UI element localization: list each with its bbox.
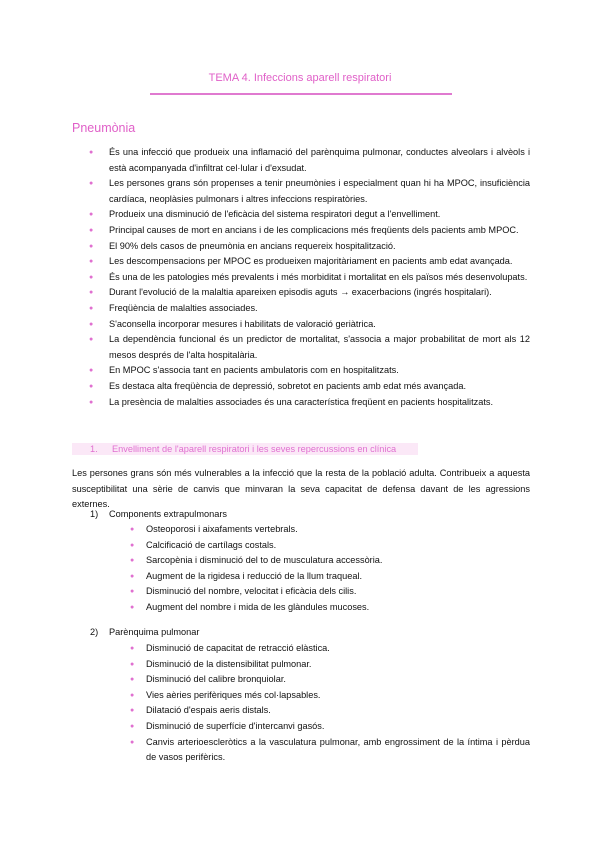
list-item: ● Canvis arterioescleròtics a la vasculatura pulmonar, amb engrossiment de la íntima i pèrdua de vasos perifèrics.: [130, 736, 530, 763]
bullet-icon: ●: [130, 691, 135, 699]
list-item: ● Disminució de capacitat de retracció elàstica.: [130, 641, 530, 657]
bullet-item: ● Freqüència de malalties associades.: [88, 301, 530, 317]
subsection-number: 1.: [90, 444, 98, 454]
bullet-icon: ●: [130, 660, 135, 668]
bullet-icon: ●: [89, 180, 94, 188]
bullet-item: ● Produeix una disminució de l'eficàcia del sistema respiratori degut a l'envelliment.: [88, 207, 530, 223]
bullet-icon: ●: [130, 738, 135, 746]
list-item: ● Dilatació d'espais aeris distals.: [130, 703, 530, 719]
list-item: ● Augment del nombre i mida de les glàndules mucoses.: [130, 600, 530, 616]
bullet-icon: ●: [130, 541, 135, 549]
bullet-icon: ●: [130, 588, 135, 596]
bullet-item: ● És una infecció que produeix una inflamació del parènquima pulmonar, conductes alveolars i alvèols i està acompanyada d'infiltrat cel·lular i d'exsudat.: [89, 147, 530, 173]
bullet-icon: ●: [89, 398, 94, 406]
group-list: [130, 641, 530, 766]
bullet-icon: ●: [89, 226, 94, 234]
subsection-heading: [72, 443, 418, 455]
list-item: ● Augment de la rigidesa i reducció de la llum traqueal.: [130, 569, 530, 585]
bullet-item: ● La dependència funcional és un predictor de mortalitat, s'associa a major probabilitat de mort als 12 mesos després de l'alta hospitalària.: [89, 334, 530, 360]
bullet-icon: ●: [89, 304, 94, 312]
bullet-item: ● La presència de malalties associades és una característica freqüent en pacients hospitalitzats.: [88, 395, 530, 411]
group-list: [130, 522, 530, 616]
intro-paragraph: Les persones grans són més vulnerables a la infecció que la resta de la població adulta. Contribueix a aquesta susceptibilitat una sèrie de canvis que minvaran la seva capacitat de defensa davant de les agressions externes.: [72, 468, 530, 510]
title-underline: [150, 93, 452, 95]
bullet-icon: ●: [89, 367, 94, 375]
bullet-item: ● En MPOC s'associa tant en pacients ambulatoris com en hospitalitzats.: [88, 363, 530, 379]
bullet-item: ● Les persones grans són propenses a tenir pneumònies i especialment quan hi ha MPOC, insuficiència cardíaca, neoplàsies pulmonars i altres infeccions respiratòries.: [89, 178, 530, 204]
bullet-icon: ●: [89, 382, 94, 390]
list-item: ● Vies aèries perifèriques més col·lapsables.: [130, 688, 530, 704]
bullet-icon: ●: [130, 645, 135, 652]
bullet-item: ● És una de les patologies més prevalents i més morbiditat i mortalitat en els països més desenvolupats.: [88, 270, 530, 286]
group-heading: 1) Components extrapulmonars: [90, 509, 227, 519]
bullet-icon: ●: [130, 526, 135, 533]
bullet-item: ● Principal causes de mort en ancians i de les complicacions més freqüents dels pacients amb MPOC.: [88, 223, 530, 239]
bullet-icon: ●: [89, 258, 94, 266]
bullet-list: [88, 145, 530, 410]
bullet-icon: ●: [89, 273, 94, 281]
bullet-item: ● Durant l'evolució de la malaltia apareixen episodis aguts → exacerbacions (ingrés hospitalari).: [88, 285, 530, 301]
group-heading: 2) Parènquima pulmonar: [90, 627, 200, 637]
bullet-item: ● S'aconsella incorporar mesures i habilitats de valoració geriàtrica.: [88, 317, 530, 333]
bullet-item: ● Es destaca alta freqüència de depressió, sobretot en pacients amb edat més avançada.: [88, 379, 530, 395]
bullet-icon: ●: [89, 289, 94, 297]
bullet-icon: ●: [130, 557, 135, 565]
bullet-item: ● El 90% dels casos de pneumònia en ancians requereix hospitalització.: [88, 239, 530, 255]
list-item: ● Osteoporosi i aixafaments vertebrals.: [130, 522, 530, 538]
list-item: ● Disminució del calibre bronquiolar.: [130, 672, 530, 688]
list-item: ● Disminució de superfície d'intercanvi gasós.: [130, 719, 530, 735]
section-heading: Pneumònia: [72, 121, 136, 135]
bullet-icon: ●: [130, 603, 135, 611]
list-item: ● Disminució del nombre, velocitat i eficàcia dels cilis.: [130, 584, 530, 600]
subsection-title: Envelliment de l'aparell respiratori i les seves repercussions en clínica: [112, 444, 397, 454]
bullet-icon: ●: [130, 722, 135, 730]
bullet-icon: ●: [130, 572, 135, 580]
bullet-icon: ●: [89, 320, 94, 328]
list-item: ● Disminució de la distensibilitat pulmonar.: [130, 657, 530, 673]
bullet-icon: ●: [89, 336, 94, 344]
bullet-icon: ●: [89, 149, 94, 156]
list-item: ● Sarcopènia i disminució del to de musculatura accessòria.: [130, 553, 530, 569]
bullet-icon: ●: [130, 707, 135, 715]
bullet-item: ● Les descompensacions per MPOC es produeixen majoritàriament en pacients amb edat avançada.: [88, 254, 530, 270]
list-item: ● Calcificació de cartílags costals.: [130, 538, 530, 554]
document-title: TEMA 4. Infeccions aparell respiratori: [208, 72, 392, 84]
bullet-icon: ●: [89, 242, 94, 250]
bullet-icon: ●: [89, 211, 94, 219]
bullet-icon: ●: [130, 676, 135, 684]
